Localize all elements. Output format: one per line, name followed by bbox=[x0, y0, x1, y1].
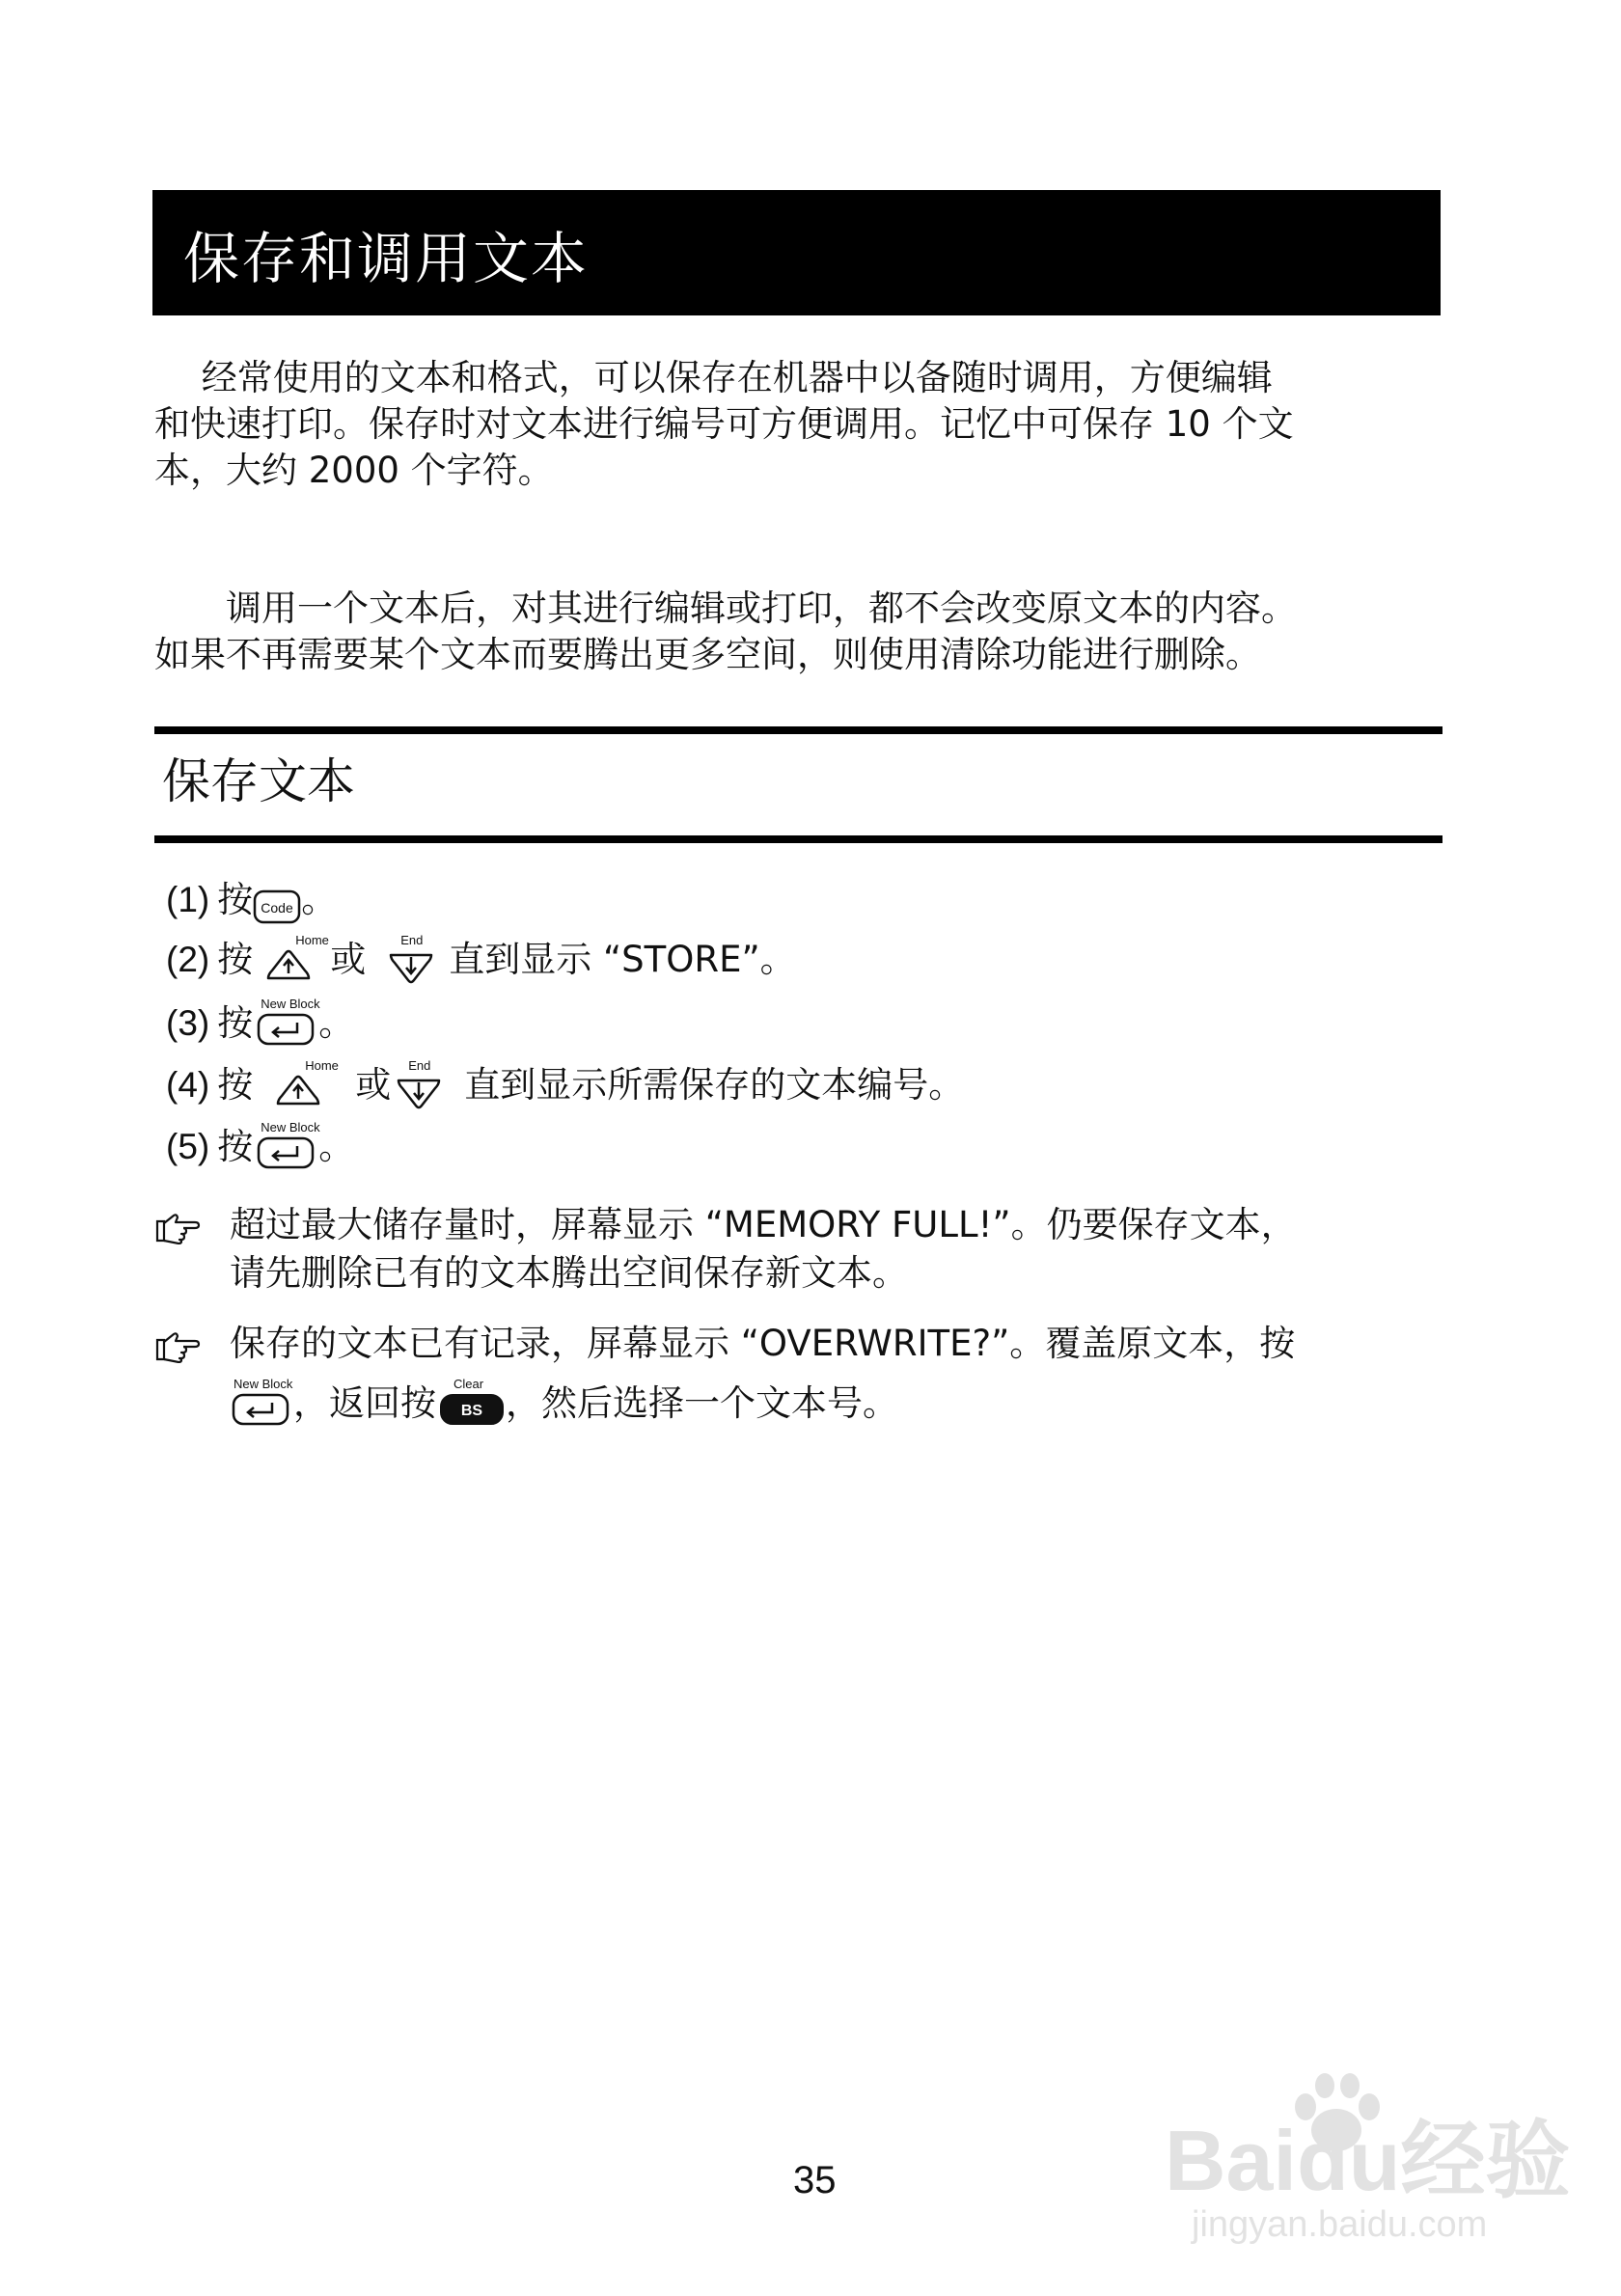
home-key-caption: Home bbox=[305, 1058, 339, 1073]
home-key-caption: Home bbox=[295, 933, 329, 947]
step-text: 按 bbox=[217, 879, 254, 920]
up-arrow-key-icon bbox=[264, 933, 329, 984]
down-arrow-key-icon bbox=[387, 933, 435, 984]
step-text: 。 bbox=[301, 879, 338, 920]
intro-line: 如果不再需要某个文本而要腾出更多空间，则使用清除功能进行删除。 bbox=[154, 634, 1261, 675]
section-rule-bottom bbox=[154, 835, 1442, 843]
chapter-title: 保存和调用文本 bbox=[183, 226, 590, 291]
step-text: 或 bbox=[355, 1064, 392, 1106]
step-number: (1) bbox=[166, 880, 210, 919]
step-text: 直到显示所需保存的文本编号。 bbox=[464, 1064, 965, 1106]
step-text: 按 bbox=[217, 1064, 254, 1106]
page-number: 35 bbox=[793, 2159, 837, 2201]
step-1 bbox=[166, 876, 337, 924]
intro-line: 本，大约 2000 个字符。 bbox=[154, 450, 554, 491]
up-arrow-key-icon bbox=[274, 1058, 339, 1109]
watermark-url: jingyan.baidu.com bbox=[1192, 2204, 1488, 2245]
note-line: 请先删除已有的文本腾出空间保存新文本。 bbox=[230, 1252, 908, 1294]
intro-line: 调用一个文本后，对其进行编辑或打印，都不会改变原文本的内容。 bbox=[154, 588, 1297, 629]
pointing-hand-icon bbox=[154, 1327, 201, 1376]
step-3 bbox=[166, 999, 354, 1048]
chapter-title-bar bbox=[152, 190, 1441, 315]
intro-paragraph-2 bbox=[154, 586, 1447, 678]
step-2 bbox=[166, 933, 796, 984]
intro-line: 经常使用的文本和格式，可以保存在机器中以备随时调用，方便编辑 bbox=[154, 357, 1273, 398]
down-arrow-key-icon bbox=[395, 1058, 443, 1109]
note-line: 超过最大储存量时，屏幕显示 “MEMORY FULL!”。仍要保存文本， bbox=[230, 1204, 1297, 1245]
step-text: 。 bbox=[318, 1002, 355, 1044]
note-line: 保存的文本已有记录，屏幕显示 “OVERWRITE?”。覆盖原文本，按 bbox=[230, 1323, 1296, 1364]
baidu-jingyan-watermark bbox=[1153, 2074, 1571, 2267]
section-rule-top bbox=[154, 726, 1442, 734]
enter-key-icon bbox=[230, 1377, 293, 1428]
step-text: 直到显示 “STORE”。 bbox=[449, 939, 796, 980]
note-line: ，然后选择一个文本号。 bbox=[506, 1382, 898, 1424]
step-text: 按 bbox=[217, 1126, 254, 1167]
end-key-caption: End bbox=[408, 1058, 431, 1073]
step-text: 按 bbox=[217, 939, 254, 980]
code-key-label: Code bbox=[261, 900, 293, 916]
clear-key-caption: Clear bbox=[453, 1377, 484, 1391]
enter-key-icon bbox=[255, 999, 318, 1048]
pointing-hand-icon bbox=[154, 1209, 201, 1257]
bs-key-label: BS bbox=[460, 1403, 483, 1419]
step-text: 或 bbox=[330, 939, 367, 980]
step-number: (5) bbox=[166, 1127, 210, 1166]
step-number: (4) bbox=[166, 1065, 210, 1105]
code-key-icon bbox=[253, 889, 301, 924]
section-title: 保存文本 bbox=[162, 753, 355, 809]
watermark-logo-text: Baidu经验 bbox=[1165, 2113, 1571, 2208]
step-number: (3) bbox=[166, 1003, 210, 1043]
end-key-caption: End bbox=[400, 933, 424, 947]
step-number: (2) bbox=[166, 940, 210, 979]
step-text: 。 bbox=[318, 1126, 355, 1167]
intro-line: 和快速打印。保存时对文本进行编号可方便调用。记忆中可保存 10 个文 bbox=[154, 403, 1294, 445]
note-line: ，返回按 bbox=[293, 1382, 436, 1424]
new-block-key-caption: New Block bbox=[261, 997, 320, 1011]
step-text: 按 bbox=[217, 1002, 254, 1044]
intro-paragraph-1 bbox=[154, 355, 1447, 494]
enter-key-icon bbox=[255, 1120, 320, 1171]
step-5 bbox=[166, 1120, 355, 1171]
new-block-key-caption: New Block bbox=[234, 1377, 293, 1391]
backspace-key-icon bbox=[438, 1377, 506, 1428]
step-4 bbox=[166, 1058, 965, 1109]
new-block-key-caption: New Block bbox=[261, 1120, 320, 1134]
